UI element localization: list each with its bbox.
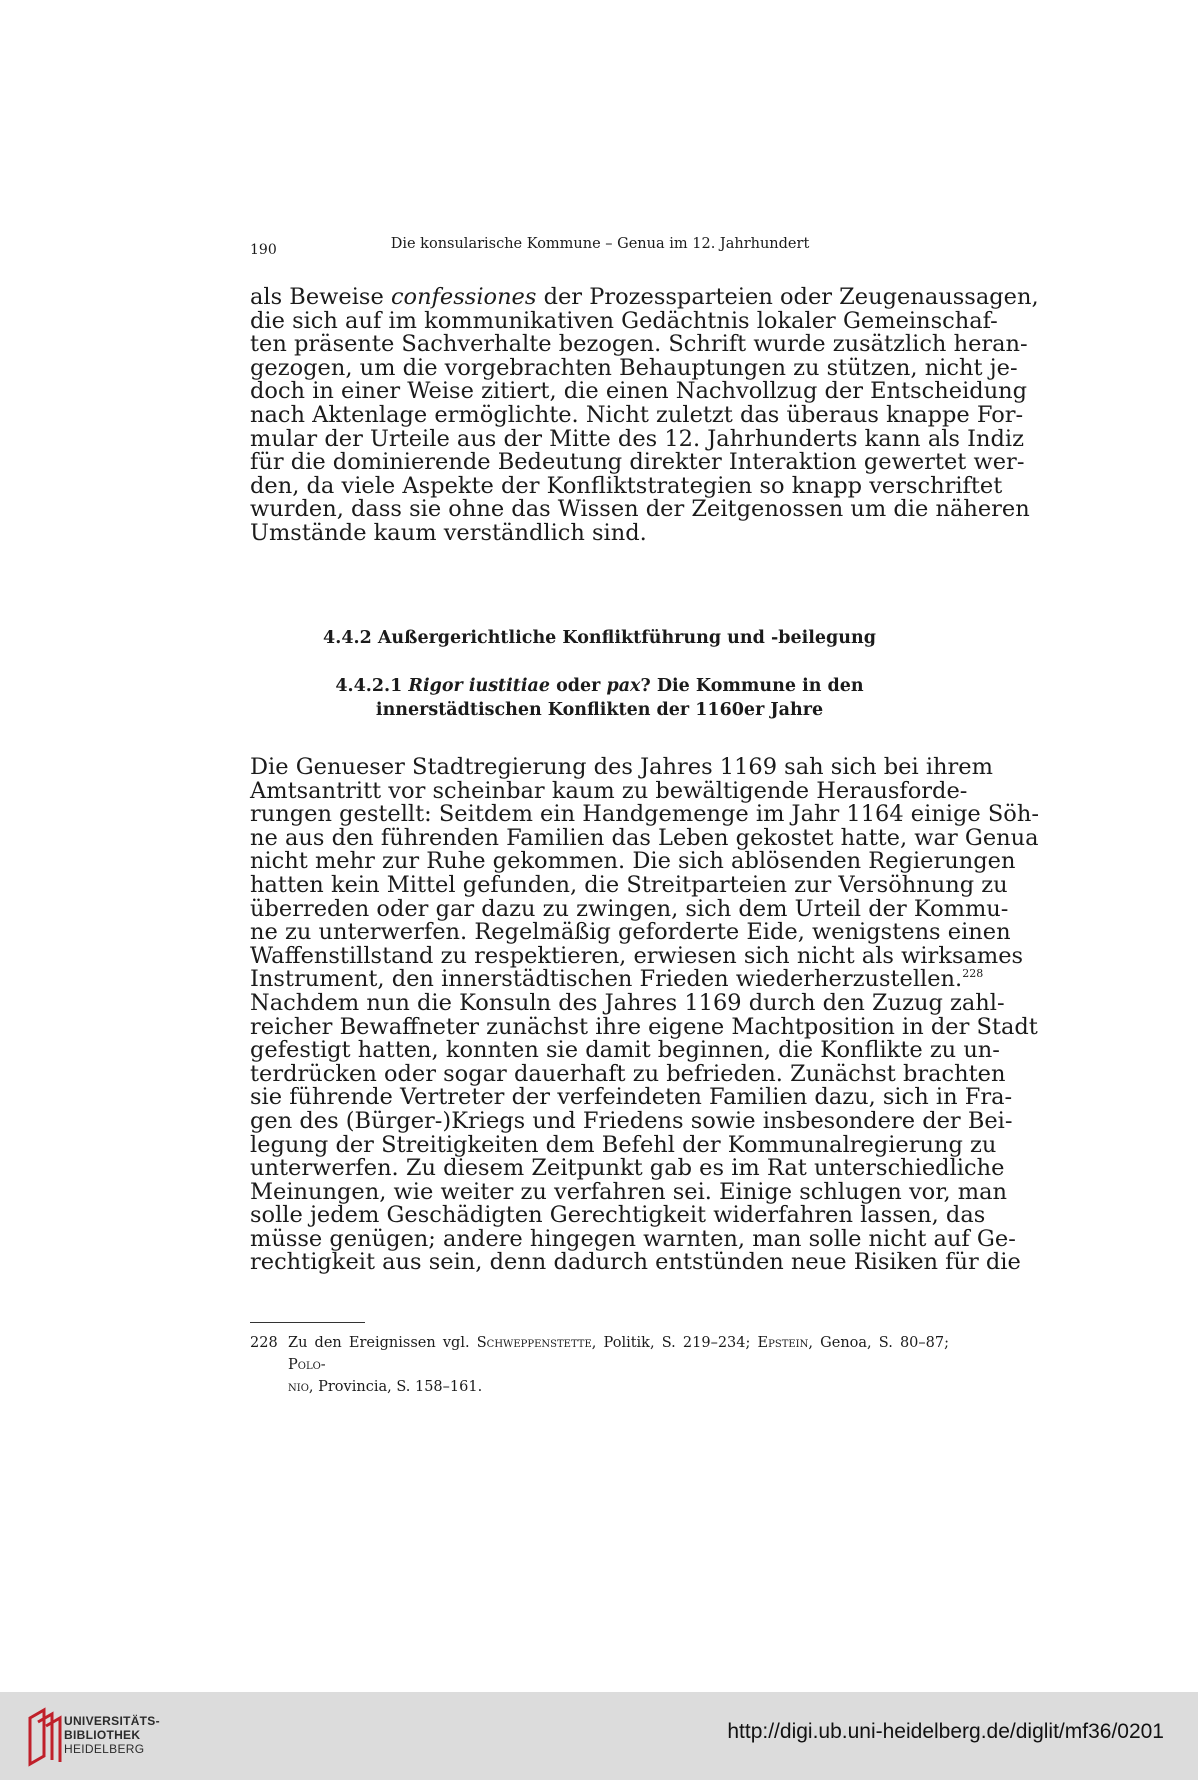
text-line: Nachdem nun die Konsuln des Jahres 1169 durch den Zuzug zahl-	[250, 989, 1005, 1016]
text-line: überreden oder gar dazu zu zwingen, sich dem Urteil der Kommu-	[250, 895, 1009, 922]
text-line: ne aus den führenden Familien das Leben gekostet hatte, war Genua	[250, 824, 1039, 851]
text-line: die sich auf im kommunikativen Gedächtnis lokaler Gemeinschaf-	[250, 307, 998, 334]
text-line: gefestigt hatten, konnten sie damit beginnen, die Konflikte zu un-	[250, 1037, 1000, 1064]
text-line: nach Aktenlage ermöglichte. Nicht zuletzt das überaus knappe For-	[250, 401, 1024, 428]
running-head	[250, 236, 950, 262]
text-line: Umstände kaum verständlich sind.	[250, 519, 647, 546]
text-line: hatten kein Mittel gefunden, die Streitparteien zur Versöhnung zu	[250, 871, 1008, 898]
footnote-reference: 228	[962, 967, 984, 981]
text-line: den, da viele Aspekte der Konfliktstrategien so knapp verschriftet	[250, 472, 1003, 499]
footnote	[250, 1332, 949, 1398]
text-line: nicht mehr zur Ruhe gekommen. Die sich ablösenden Regierungen	[250, 848, 1016, 875]
text-line: Die Genueser Stadtregierung des Jahres 1169 sah sich bei ihrem	[250, 754, 993, 780]
text-line: Instrument, den innerstädtischen Frieden wiederherzustellen.$^{228}$	[250, 966, 984, 993]
text-line: gezogen, um die vorgebrachten Behauptungen zu stützen, nicht je-	[250, 354, 1018, 381]
text-line: Waffenstillstand zu respektieren, erwiesen sich nicht als wirksames	[250, 942, 1024, 969]
text-line: als Beweise confessiones der Prozessparteien oder Zeugenaussagen,	[250, 284, 1039, 310]
paragraph-2	[250, 754, 1039, 1276]
text-line: Meinungen, wie weiter zu verfahren sei. Einige schlugen vor, man	[250, 1178, 1008, 1205]
library-footer-bar	[0, 1692, 1198, 1780]
source-url[interactable]: http://digi.ub.uni-heidelberg.de/diglit/mf36/0201	[727, 1720, 1164, 1743]
text-line: terdrücken oder sogar dauerhaft zu befrieden. Zunächst brachten	[250, 1060, 1006, 1087]
running-head-title: Die konsularische Kommune – Genua im 12. Jahrhundert	[390, 236, 810, 252]
text-line: unterwerfen. Zu diesem Zeitpunkt gab es im Rat unterschiedliche	[250, 1155, 1005, 1182]
text-line: für die dominierende Bedeutung direkter Interaktion gewertet wer-	[250, 449, 1025, 476]
footnote-divider	[250, 1322, 365, 1323]
text-line: Amtsantritt vor scheinbar kaum zu bewältigende Herausforde-	[250, 777, 968, 804]
subsection-heading: 4.4.2.1 Rigor iustitiae oder pax? Die Kommune in den innerstädtischen Konflikten der 1160er Jahre	[335, 676, 864, 720]
text-line: rechtigkeit aus sein, denn dadurch entstünden neue Risiken für die	[250, 1249, 1021, 1276]
text-line: solle jedem Geschädigten Gerechtigkeit widerfahren lassen, das	[250, 1202, 986, 1229]
text-line: wurden, dass sie ohne das Wissen der Zeitgenossen um die näheren	[250, 496, 1030, 523]
text-line: legung der Streitigkeiten dem Befehl der Kommunalregierung zu	[250, 1131, 997, 1158]
text-line: gen des (Bürger-)Kriegs und Friedens sowie insbesondere der Bei-	[250, 1107, 1013, 1134]
page-number: 190	[250, 242, 277, 258]
text-line: rungen gestellt: Seitdem ein Handgemenge im Jahr 1164 einige Söh-	[250, 801, 1039, 828]
text-line: ten präsente Sachverhalte bezogen. Schrift wurde zusätzlich heran-	[250, 331, 1028, 358]
paragraph-1	[250, 284, 1039, 546]
library-name: UNIVERSITÄTS- BIBLIOTHEK HEIDELBERG	[64, 1714, 160, 1756]
text-line: müsse genügen; andere hingegen warnten, man solle nicht auf Ge-	[250, 1225, 1016, 1252]
section-heading: 4.4.2 Außergerichtliche Konfliktführung und -beilegung	[323, 628, 876, 648]
footnote-number: 228	[250, 1335, 278, 1351]
text-line: doch in einer Weise zitiert, die einen Nachvollzug der Entscheidung	[250, 378, 1028, 405]
footnote-text: Zu den Ereignissen vgl. Schweppenstette, Politik, S. 219–234; Epstein, Genoa, S. 80–87; Polo- nio, Provincia, S. 158–161.	[288, 1335, 949, 1395]
text-line: sie führende Vertreter der verfeindeten Familien dazu, sich in Fra-	[250, 1084, 1013, 1111]
text-line: mular der Urteile aus der Mitte des 12. Jahrhunderts kann als Indiz	[250, 425, 1024, 452]
text-line: reicher Bewaffneter zunächst ihre eigene Machtposition in der Stadt	[250, 1013, 1038, 1040]
text-line: ne zu unterwerfen. Regelmäßig geforderte Eide, wenigstens einen	[250, 919, 1011, 946]
